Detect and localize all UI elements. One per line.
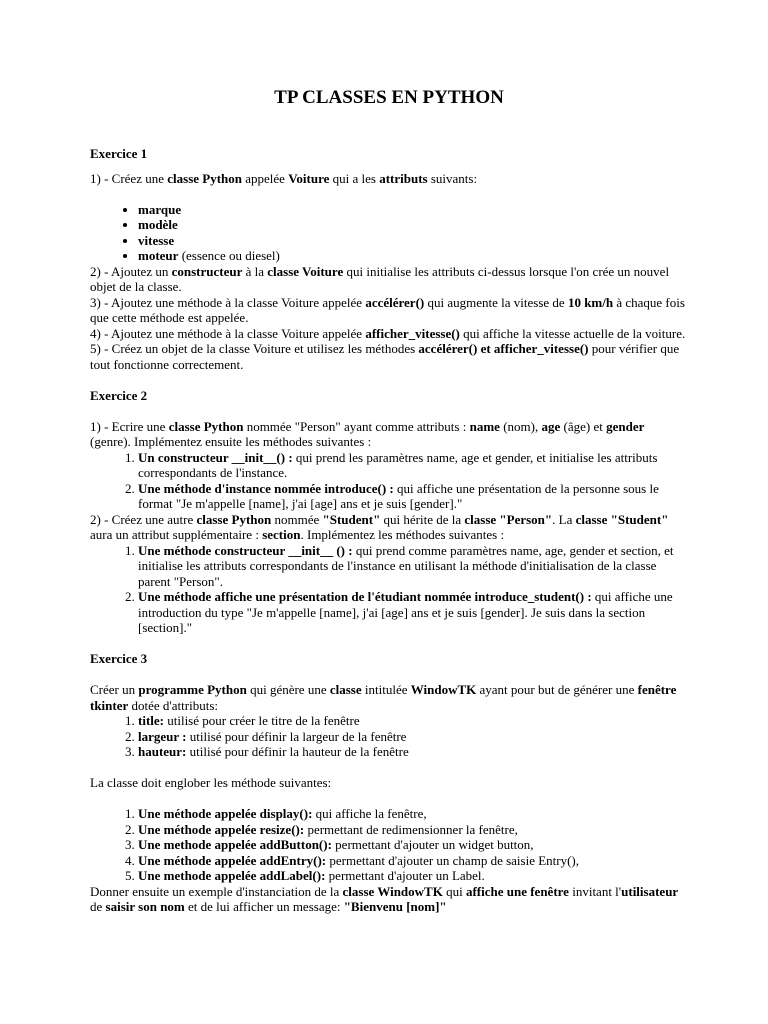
list-item: • vitesse xyxy=(138,233,688,249)
ex1-question-1: 1) - Créez une classe Python appelée Voiture qui a les attributs suivants: xyxy=(90,170,478,186)
ex1-question-4: 4) - Ajoutez une méthode à la classe Voiture appelée afficher_vitesse() qui affiche la vitesse actuelle de la voiture. xyxy=(90,325,686,341)
ex2-question-1-methods xyxy=(90,450,688,512)
ex3-methods-intro: La classe doit englober les méthode suivantes: xyxy=(90,775,332,790)
ex2-question-1: 1) - Ecrire une classe Python nommée "Person" ayant comme attributs : name (nom), age (âge) et gender (genre). Implémentez ensuite les méthodes suivantes : xyxy=(90,418,645,449)
ex2-question-2: 2) - Créez une autre classe Python nommée "Student" qui hérite de la classe "Person". La classe "Student" aura un attribut supplémentaire : section. Implémentez les méthodes suivantes : xyxy=(90,511,669,542)
exercise-1-heading: Exercice 1 xyxy=(90,146,148,161)
list-item: • moteur (essence ou diesel) xyxy=(138,248,688,264)
list-item: • modèle xyxy=(138,217,688,233)
list-item: • marque xyxy=(138,202,688,218)
list-item: 1. Une méthode appelée display(): qui affiche la fenêtre, xyxy=(138,806,688,822)
ex3-intro: Créer un programme Python qui génère une classe intitulée WindowTK ayant pour but de générer une fenêtre tkinter dotée d'attributs: xyxy=(90,682,677,713)
document-title: TP CLASSES EN PYTHON xyxy=(274,87,504,108)
ex3-method-list xyxy=(90,806,688,884)
ex3-final: Donner ensuite un exemple d'instanciation de la classe WindowTK qui affiche une fenêtre invitant l'utilisateur de saisir son nom et de lui afficher un message: "Bienvenu [nom]" xyxy=(90,883,679,914)
ex3-attribute-list xyxy=(90,713,688,760)
list-item: 2. largeur : utilisé pour définir la largeur de la fenêtre xyxy=(138,729,688,745)
ex1-question-3: 3) - Ajoutez une méthode à la classe Voiture appelée accélérer() qui augmente la vitesse de 10 km/h à chaque fois que cette méthode est appelée. xyxy=(90,294,685,325)
list-item: 1. Un constructeur __init__() : qui prend les paramètres name, age et gender, et initialise les attributs correspondants de l'instance. xyxy=(138,450,688,481)
list-item: 4. Une méthode appelée addEntry(): permettant d'ajouter un champ de saisie Entry(), xyxy=(138,853,688,869)
ex1-question-5: 5) - Créez un objet de la classe Voiture et utilisez les méthodes accélérer() et afficher_vitesse() pour vérifier que tout fonctionne correctement. xyxy=(90,341,680,372)
list-item: 2. Une méthode appelée resize(): permettant de redimensionner la fenêtre, xyxy=(138,822,688,838)
ex1-question-2: 2) - Ajoutez un constructeur à la classe Voiture qui initialise les attributs ci-dessus lorsque l'on crée un nouvel objet de la classe. xyxy=(90,263,670,294)
list-item: 2. Une méthode affiche une présentation de l'étudiant nommée introduce_student() : qui affiche une introduction du type "Je m'appelle [name], j'ai [age] ans et je suis [gender]. Je suis dans la section [section]." xyxy=(138,589,688,636)
exercise-2-heading: Exercice 2 xyxy=(90,387,148,403)
list-item: 2. Une méthode d'instance nommée introduce() : qui affiche une présentation de la personne sous le format "Je m'appelle [name], j'ai [age] ans et je suis [gender]." xyxy=(138,481,688,512)
ex1-attribute-list xyxy=(90,202,688,264)
list-item: 1. title: utilisé pour créer le titre de la fenêtre xyxy=(138,713,688,729)
list-item: 3. Une methode appelée addButton(): permettant d'ajouter un widget button, xyxy=(138,837,688,853)
ex2-question-2-methods xyxy=(90,543,688,636)
list-item: 3. hauteur: utilisé pour définir la hauteur de la fenêtre xyxy=(138,744,688,760)
list-item: 5. Une methode appelée addLabel(): permettant d'ajouter un Label. xyxy=(138,868,688,884)
exercise-3-heading: Exercice 3 xyxy=(90,651,148,666)
list-item: 1. Une méthode constructeur __init__ () : qui prend comme paramètres name, age, gender et section, et initialise les attributs correspondants de l'instance en utilisant la méthode d'initialisation de la classe parent "Person". xyxy=(138,543,688,590)
